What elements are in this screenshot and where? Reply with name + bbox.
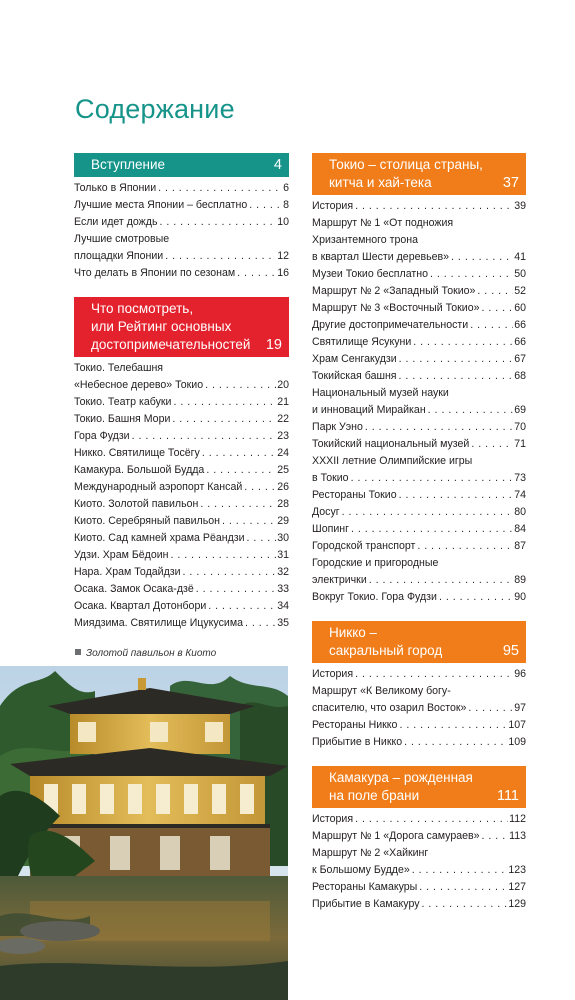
toc-entry-title: к Большому Будде» [312,864,410,876]
toc-entry-title: Международный аэропорт Кансай [74,481,243,493]
section-banner[interactable] [74,297,289,357]
toc-entry-line [74,377,289,394]
dot-leader [245,615,276,632]
dot-leader [208,598,276,615]
toc-entry[interactable] [74,214,289,231]
toc-entry-page: 24 [277,447,289,459]
toc-entry-page: 66 [514,319,526,331]
section-banner[interactable] [312,153,526,195]
toc-entry-page: 20 [277,379,289,391]
toc-entry-page: 60 [514,302,526,314]
section-banner[interactable] [312,766,526,808]
dot-leader [399,487,514,504]
dot-leader [399,717,507,734]
toc-entry[interactable] [312,555,526,589]
toc-entry[interactable] [74,564,289,581]
dot-leader [351,521,513,538]
toc-entry[interactable] [74,428,289,445]
toc-entry-line [74,445,289,462]
toc-entry[interactable] [312,198,526,215]
toc-entry[interactable] [312,385,526,419]
toc-entry-line [312,232,526,249]
toc-entry-title: История [312,813,354,825]
toc-entry-list [312,808,526,913]
dot-leader [468,700,513,717]
toc-entry-title: Что делать в Японии по сезонам [74,267,236,279]
toc-entry-line [312,419,526,436]
toc-entry-line [74,180,289,197]
toc-entry-line [74,394,289,411]
toc-entry-line [74,581,289,598]
toc-entry[interactable] [74,411,289,428]
toc-entry[interactable] [312,334,526,351]
toc-section [312,766,526,913]
toc-section [74,153,289,282]
dot-leader [451,249,513,266]
toc-entry-title: Если идет дождь [74,216,158,228]
dot-leader [355,811,508,828]
toc-entry[interactable] [312,283,526,300]
toc-entry-title: История [312,200,354,212]
toc-entry-page: 34 [277,600,289,612]
toc-entry-line [312,266,526,283]
section-banner[interactable] [74,153,289,177]
photo-caption [75,648,216,659]
dot-leader [200,496,276,513]
toc-entry-line [312,828,526,845]
toc-entry[interactable] [74,479,289,496]
dot-leader [365,419,513,436]
dot-leader [399,368,514,385]
toc-entry-title: Городские и пригородные [312,557,439,569]
toc-entry-page: 113 [509,830,526,842]
toc-entry-page: 52 [514,285,526,297]
dot-leader [206,462,276,479]
toc-entry-line [74,513,289,530]
toc-entry-page: 8 [283,199,289,211]
dot-leader [183,564,277,581]
dot-leader [422,896,508,913]
caption-text: Золотой павильон в Киото [86,648,217,659]
toc-entry-line [74,462,289,479]
toc-entry[interactable] [74,445,289,462]
toc-entry-page: 10 [277,216,289,228]
toc-entry-line [312,555,526,572]
toc-entry-line [312,300,526,317]
toc-entry[interactable] [74,394,289,411]
toc-entry-title: Рестораны Камакуры [312,881,418,893]
toc-entry-title: Нара. Храм Тодайдзи [74,566,181,578]
toc-entry-line [74,530,289,547]
dot-leader [342,504,514,521]
toc-entry[interactable] [312,266,526,283]
toc-entry[interactable] [74,265,289,282]
toc-entry-line [74,265,289,282]
toc-entry-line [74,598,289,615]
toc-entry-page: 67 [514,353,526,365]
dot-leader [244,479,276,496]
toc-entry[interactable] [312,487,526,504]
dot-leader [482,828,509,845]
toc-entry-page: 87 [514,540,526,552]
dot-leader [196,581,276,598]
toc-entry[interactable] [74,360,289,394]
dot-leader [412,862,508,879]
toc-entry-page: 112 [509,813,526,825]
toc-entry-line [312,504,526,521]
dot-leader [132,428,277,445]
toc-entry[interactable] [74,231,289,265]
toc-entry-line [312,368,526,385]
toc-entry-line [312,572,526,589]
toc-entry-line [312,334,526,351]
toc-entry-line [74,248,289,265]
section-banner[interactable] [312,621,526,663]
toc-entry-title: Киото. Сад камней храма Рёандзи [74,532,245,544]
toc-entry-line [74,360,289,377]
section-title: Токио – столица страны, китча и хай-тека [329,157,483,190]
toc-entry-line [312,538,526,555]
toc-entry-title: Только в Японии [74,182,157,194]
section-page-number: 4 [273,157,282,173]
toc-entry-line [312,402,526,419]
toc-entry-page: 12 [277,250,289,262]
toc-entry-page: 97 [514,702,526,714]
toc-entry-title: Музеи Токио бесплатно [312,268,428,280]
toc-entry-title: Хризантемного трона [312,234,418,246]
toc-entry-page: 90 [514,591,526,603]
toc-entry-line [312,283,526,300]
toc-entry[interactable] [74,197,289,214]
dot-leader [428,402,514,419]
toc-entry-line [312,351,526,368]
toc-entry[interactable] [312,504,526,521]
toc-entry-page: 30 [277,532,289,544]
section-page-number: 37 [502,175,519,191]
toc-entry-line [312,683,526,700]
toc-section [74,297,289,632]
toc-entry-title: «Небесное дерево» Токио [74,379,204,391]
toc-entry-title: Маршрут № 1 «Дорога самураев» [312,830,480,842]
toc-entry-line [312,470,526,487]
toc-entry-title: и инноваций Мирайкан [312,404,426,416]
toc-entry-title: Киото. Серебряный павильон [74,515,220,527]
toc-entry-line [312,811,526,828]
toc-entry-line [74,547,289,564]
toc-entry-title: Гора Фудзи [74,430,130,442]
toc-entry-title: Осака. Квартал Дотонбори [74,600,207,612]
toc-entry-line [74,479,289,496]
golden-pavilion-photo [0,666,288,1000]
toc-entry[interactable] [74,598,289,615]
toc-entry-page: 29 [277,515,289,527]
section-page-number: 19 [265,337,282,353]
toc-entry-page: 127 [508,881,526,893]
toc-entry-page: 129 [508,898,526,910]
toc-entry-page: 22 [277,413,289,425]
toc-entry[interactable] [312,589,526,606]
toc-entry-list [312,663,526,751]
section-title: Вступление [91,157,166,172]
toc-entry[interactable] [312,419,526,436]
dot-leader [355,666,513,683]
dot-leader [158,180,282,197]
toc-entry-line [312,436,526,453]
toc-left-column [74,153,289,647]
toc-entry-page: 26 [277,481,289,493]
toc-entry-line [312,453,526,470]
toc-entry-line [312,896,526,913]
toc-entry-page: 66 [514,336,526,348]
toc-entry-page: 25 [277,464,289,476]
toc-entry-line [312,879,526,896]
toc-entry[interactable] [74,180,289,197]
dot-leader [471,436,513,453]
dot-leader [173,394,276,411]
toc-entry[interactable] [74,581,289,598]
section-title: Камакура – рожденная на поле брани [329,770,473,803]
toc-entry-title: Шопинг [312,523,349,535]
toc-entry-line [312,589,526,606]
toc-entry-title: Прибытие в Камакуру [312,898,420,910]
toc-entry[interactable] [312,828,526,845]
toc-entry-line [74,411,289,428]
toc-entry-line [74,496,289,513]
toc-entry-title: Парк Уэно [312,421,363,433]
toc-entry-line [74,615,289,632]
toc-entry-title: Токио. Телебашня [74,362,164,374]
toc-entry-page: 33 [277,583,289,595]
toc-entry-page: 123 [508,864,526,876]
dot-leader [419,879,507,896]
toc-entry-page: 68 [514,370,526,382]
toc-entry-page: 109 [508,736,526,748]
dot-leader [249,197,282,214]
toc-entry-page: 107 [508,719,526,731]
toc-right-column [312,153,526,928]
toc-entry[interactable] [312,896,526,913]
toc-entry-line [74,231,289,248]
toc-entry[interactable] [312,666,526,683]
toc-entry[interactable] [74,462,289,479]
toc-entry-title: Храм Сенгакудзи [312,353,397,365]
section-page-number: 111 [496,788,519,804]
toc-entry[interactable] [312,300,526,317]
toc-entry[interactable] [312,845,526,879]
toc-entry-line [312,666,526,683]
toc-entry-page: 84 [514,523,526,535]
toc-entry-title: Токийский национальный музей [312,438,470,450]
section-title: Никко – сакральный город [329,625,443,658]
toc-entry[interactable] [74,513,289,530]
toc-entry[interactable] [74,530,289,547]
dot-leader [399,351,514,368]
dot-leader [172,411,276,428]
toc-entry-page: 23 [277,430,289,442]
toc-entry-title: Рестораны Токио [312,489,397,501]
toc-entry-page: 16 [277,267,289,279]
toc-entry-list [74,177,289,282]
toc-entry-title: Токио. Башня Мори [74,413,171,425]
toc-entry[interactable] [312,368,526,385]
toc-entry[interactable] [312,351,526,368]
toc-section [312,153,526,606]
dot-leader [222,513,276,530]
toc-entry-title: спасителю, что озарил Восток» [312,702,467,714]
dot-leader [369,572,513,589]
toc-entry[interactable] [312,436,526,453]
toc-entry-line [312,717,526,734]
toc-entry-page: 35 [277,617,289,629]
toc-entry-title: площадки Японии [74,250,164,262]
toc-entry-page: 28 [277,498,289,510]
caption-bullet-icon [75,649,81,655]
toc-entry[interactable] [74,547,289,564]
toc-entry-title: Лучшие места Японии – бесплатно [74,199,248,211]
toc-entry[interactable] [312,879,526,896]
toc-entry[interactable] [312,317,526,334]
toc-entry-line [312,487,526,504]
toc-entry[interactable] [312,521,526,538]
toc-entry-title: Другие достопримечательности [312,319,469,331]
toc-entry-page: 21 [277,396,289,408]
toc-entry-page: 80 [514,506,526,518]
dot-leader [482,300,514,317]
toc-entry-page: 69 [514,404,526,416]
dot-leader [165,248,276,265]
toc-entry-line [312,198,526,215]
toc-entry-title: Вокруг Токио. Гора Фудзи [312,591,437,603]
toc-entry-title: XXXII летние Олимпийские игры [312,455,473,467]
section-title: Что посмотреть, или Рейтинг основных достопримечательностей [91,301,251,352]
dot-leader [355,198,513,215]
toc-entry-title: в Токио [312,472,349,484]
toc-entry-line [312,317,526,334]
toc-entry-title: История [312,668,354,680]
toc-entry-title: Маршрут № 3 «Восточный Токио» [312,302,480,314]
toc-entry-line [312,862,526,879]
toc-entry-title: Никко. Святилище Тосёгу [74,447,200,459]
dot-leader [247,530,277,547]
toc-entry-line [74,197,289,214]
toc-entry-title: Осака. Замок Осака-дзё [74,583,194,595]
toc-entry-line [312,249,526,266]
toc-entry-title: Токийская башня [312,370,397,382]
toc-entry-title: Маршрут № 2 «Западный Токио» [312,285,476,297]
toc-entry-title: в квартал Шести деревьев» [312,251,450,263]
toc-entry[interactable] [312,734,526,751]
toc-entry-page: 74 [514,489,526,501]
dot-leader [159,214,276,231]
toc-entry-line [312,521,526,538]
toc-entry-line [312,734,526,751]
toc-entry-list [74,357,289,632]
toc-entry-page: 70 [514,421,526,433]
toc-entry-line [312,700,526,717]
toc-entry-title: Камакура. Большой Будда [74,464,205,476]
dot-leader [205,377,276,394]
dot-leader [404,734,507,751]
toc-entry[interactable] [312,538,526,555]
toc-entry-page: 50 [514,268,526,280]
toc-entry-title: Лучшие смотровые [74,233,170,245]
toc-entry-title: Удзи. Храм Бёдоин [74,549,169,561]
toc-entry-page: 6 [283,182,289,194]
toc-entry-line [74,564,289,581]
toc-entry-title: Маршрут № 1 «От подножия [312,217,454,229]
toc-entry-page: 41 [514,251,526,263]
dot-leader [439,589,513,606]
dot-leader [477,283,513,300]
toc-entry-page: 71 [514,438,526,450]
toc-entry-line [74,428,289,445]
dot-leader [417,538,513,555]
toc-entry-line [74,214,289,231]
toc-entry-line [312,845,526,862]
dot-leader [351,470,514,487]
toc-entry-title: Святилище Ясукуни [312,336,412,348]
toc-entry[interactable] [74,496,289,513]
toc-entry-page: 31 [277,549,289,561]
toc-entry-line [312,385,526,402]
toc-entry-title: Досуг [312,506,340,518]
dot-leader [237,265,276,282]
dot-leader [430,266,513,283]
toc-entry-page: 39 [514,200,526,212]
toc-entry[interactable] [312,215,526,266]
toc-entry-title: электрички [312,574,367,586]
toc-entry-title: Городской транспорт [312,540,416,552]
toc-entry-title: Киото. Золотой павильон [74,498,199,510]
toc-entry-page: 32 [277,566,289,578]
dot-leader [413,334,513,351]
dot-leader [171,547,277,564]
toc-entry-line [312,215,526,232]
toc-entry[interactable] [312,717,526,734]
toc-entry[interactable] [74,615,289,632]
toc-entry[interactable] [312,453,526,487]
toc-entry-page: 73 [514,472,526,484]
toc-entry-title: Маршрут № 2 «Хайкинг [312,847,429,859]
toc-entry-list [312,195,526,606]
toc-entry-title: Миядзима. Святилище Ицукусима [74,617,243,629]
toc-entry[interactable] [312,811,526,828]
toc-entry-page: 89 [514,574,526,586]
toc-section [312,621,526,751]
toc-entry-title: Прибытие в Никко [312,736,403,748]
dot-leader [202,445,276,462]
dot-leader [470,317,513,334]
toc-entry[interactable] [312,683,526,717]
page-title: Содержание [75,94,235,124]
toc-entry-title: Национальный музей науки [312,387,449,399]
toc-entry-page: 96 [514,668,526,680]
section-page-number: 95 [502,643,519,659]
toc-entry-title: Маршрут «К Великому богу- [312,685,451,697]
toc-entry-title: Рестораны Никко [312,719,398,731]
toc-entry-title: Токио. Театр кабуки [74,396,172,408]
